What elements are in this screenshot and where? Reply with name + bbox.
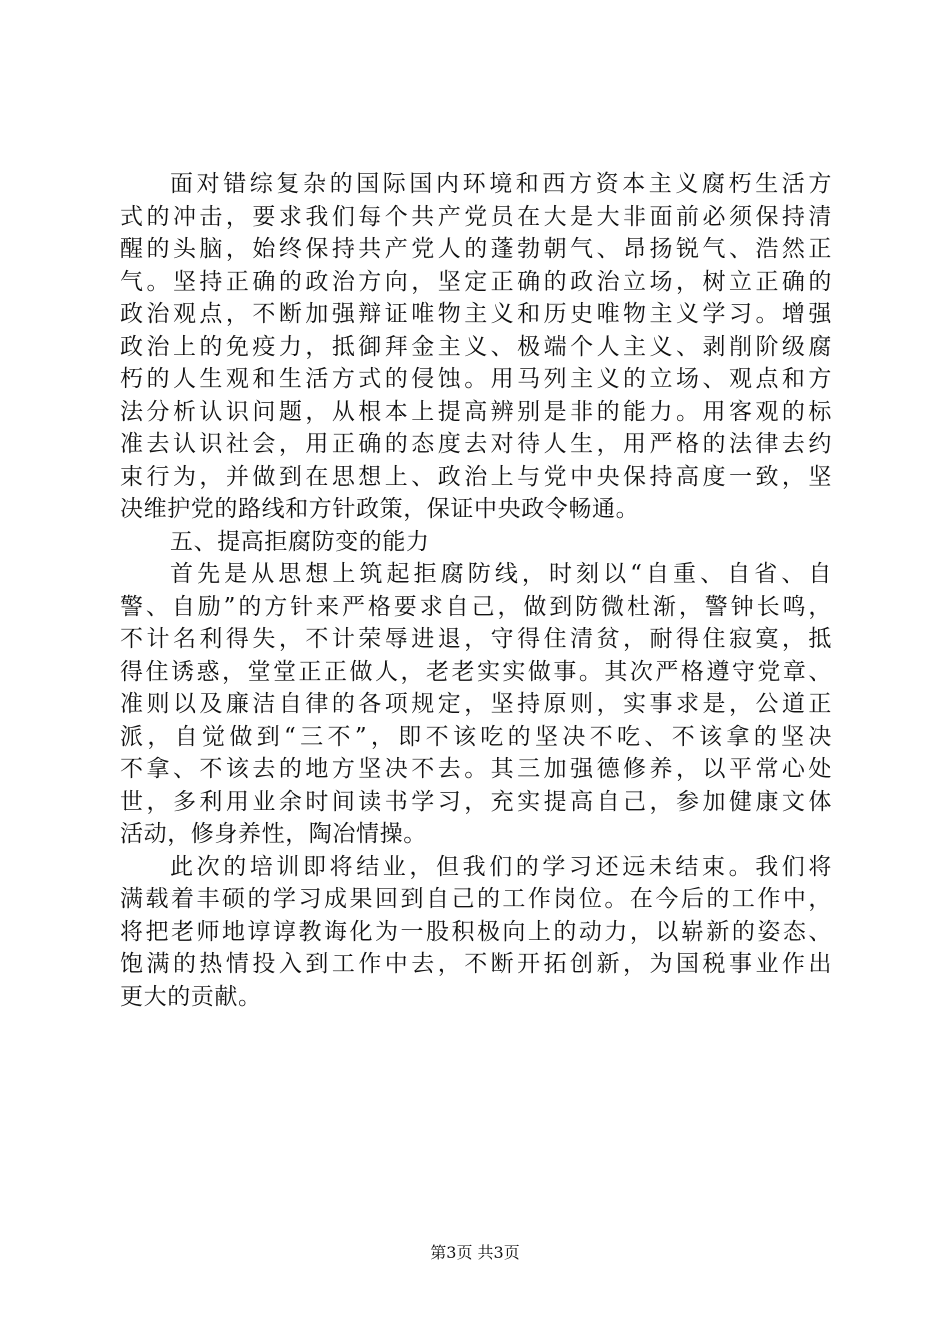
paragraph-line: 世，多利用业余时间读书学习，充实提高自己，参加健康文体 — [120, 788, 832, 815]
paragraph-line: 警、自励”的方针来严格要求自己，做到防微杜渐，警钟长鸣， — [120, 593, 832, 620]
paragraph-line: 政治上的免疫力，抵御拜金主义、极端个人主义、剥削阶级腐 — [120, 333, 832, 360]
paragraph-line: 醒的头脑，始终保持共产党人的蓬勃朝气、昂扬锐气、浩然正 — [120, 236, 832, 262]
paragraph-line: 面对错综复杂的国际国内环境和西方资本主义腐朽生活方 — [170, 171, 832, 197]
paragraph-line: 朽的人生观和生活方式的侵蚀。用马列主义的立场、观点和方 — [120, 366, 832, 392]
document-body — [120, 168, 832, 1013]
paragraph-line: 活动，修身养性，陶冶情操。 — [120, 821, 427, 847]
section-heading: 五、提高拒腐防变的能力 — [170, 528, 430, 555]
paragraph-line: 派，自觉做到“三不”，即不该吃的坚决不吃、不该拿的坚决 — [120, 723, 832, 750]
paragraph-line: 首先是从思想上筑起拒腐防线，时刻以“自重、自省、自 — [170, 561, 832, 587]
paragraph-line: 式的冲击，要求我们每个共产党员在大是大非面前必须保持清 — [120, 203, 832, 230]
paragraph-line: 法分析认识问题，从根本上提高辨别是非的能力。用客观的标 — [120, 398, 832, 425]
paragraph-line: 不拿、不该去的地方坚决不去。其三加强德修养，以平常心处 — [120, 756, 832, 782]
paragraph-line: 更大的贡献。 — [120, 983, 262, 1010]
page-number: 第3页 共3页 — [430, 1243, 520, 1262]
paragraph-line: 气。坚持正确的政治方向，坚定正确的政治立场，树立正确的 — [120, 268, 832, 295]
paragraph-line: 得住诱惑，堂堂正正做人，老老实实做事。其次严格遵守党章、 — [120, 658, 832, 685]
paragraph-line: 不计名利得失，不计荣辱进退，守得住清贫，耐得住寂寞，抵 — [120, 626, 832, 652]
paragraph-line: 此次的培训即将结业，但我们的学习还远未结束。我们将 — [170, 853, 832, 880]
paragraph-line: 政治观点，不断加强辩证唯物主义和历史唯物主义学习。增强 — [120, 301, 832, 327]
paragraph-line: 决维护党的路线和方针政策，保证中央政令畅通。 — [120, 496, 640, 522]
paragraph-line: 准去认识社会，用正确的态度去对待人生，用严格的法律去约 — [120, 431, 832, 457]
paragraph-line: 准则以及廉洁自律的各项规定，坚持原则，实事求是，公道正 — [120, 691, 832, 717]
paragraph-line: 将把老师地谆谆教诲化为一股积极向上的动力，以崭新的姿态、 — [120, 918, 832, 945]
paragraph-line: 饱满的热情投入到工作中去，不断开拓创新，为国税事业作出 — [120, 951, 832, 977]
paragraph-line: 束行为，并做到在思想上、政治上与党中央保持高度一致，坚 — [120, 463, 832, 490]
paragraph-line: 满载着丰硕的学习成果回到自己的工作岗位。在今后的工作中， — [120, 886, 832, 912]
